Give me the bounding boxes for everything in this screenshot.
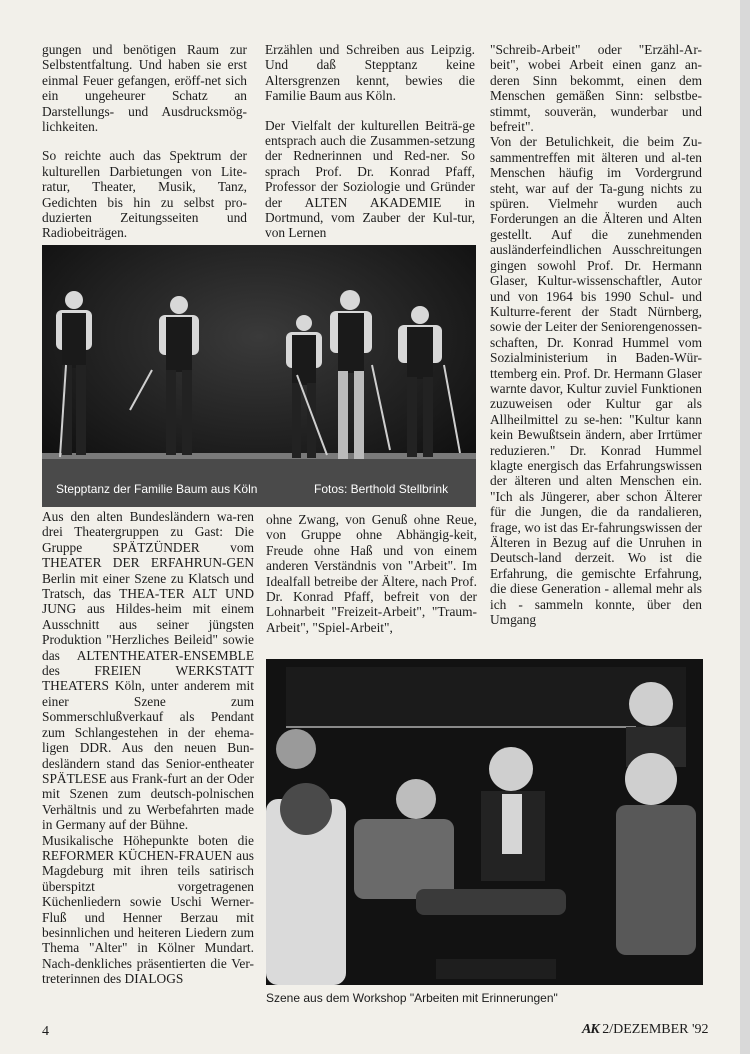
photo-workshop — [266, 659, 703, 985]
column-1-top — [42, 42, 247, 241]
photo-caption: Stepptanz der Familie Baum aus Köln — [56, 482, 258, 496]
page-edge — [740, 0, 750, 1054]
paragraph: ohne Zwang, von Genuß ohne Reue, von Gruppe ohne Abhängig-keit, Freude ohne Haß und von einem anderen Verständnis von "Arbeit". Im Idealfall betreibe der Ältere, nach Prof. Dr. Konrad Pfaff, befreit von der Lohnarbeit "Freizeit-Arbeit", "Traum-Arbeit", "Spiel-Arbeit", — [266, 512, 477, 635]
paragraph: So reichte auch das Spektrum der kulturellen Darbietungen von Lite-ratur, Theater, Musik, Tanz, Gedichten bis hin zu selbst pro-duzierten Zeitungsseiten und Radiobeiträgen. — [42, 148, 247, 241]
column-2-top — [265, 42, 475, 242]
paragraph: "Schreib-Arbeit" oder "Erzähl-Ar-beit", wobei Arbeit einen ganz an-deren Sinn bekommt, einen dem Menschen gemäßen Sinn: selbstbe-stimmt, souverän, wunderbar und befreit". Von der Betulichkeit, die beim Zu-sammentreffen mit älteren und al-ten Menschen häufig im Vordergrund steht, war auf der Ta-gung nichts zu spüren. Vielmehr wurden auch Forderungen an die Älteren und Alten gestellt. Auf die zunehmenden ausländerfeindlichen Ausschreitungen gingen sowohl Prof. Dr. Hermann Glaser, Kultur-wissenschaftler, Autor und von 1964 bis 1990 Schul- und Kulturre-ferent der Stadt Nürnberg, sowie der Leiter der Seniorengenossen-schaften, Dr. Konrad Hummel vom Sozialministerium in Baden-Wür-ttemberg ein. Prof. Dr. Hermann Glaser warnte davor, Kultur zuviel Funktionen zuzuweisen oder Kultur gar als Allheilmittel zu se-hen: "Kultur kann kein Bewußtsein ändern, aber Irrtümer reduzieren." Dr. Konrad Hummel klagte energisch das Erfahrungswissen der älteren und alten Menschen ein. "Ich als Jüngerer, aber schon Älterer für die Jungen, die da randalieren, frage, wo ist das Er-fahrungswissen der Älteren in Bezug auf die Unruhen in Deutsch-land derzeit. Wo ist die Erfahrung, die gemischte Erfahrung, die diese Generation - allemal mehr als ich - sammeln konnte, über den Umgang — [490, 42, 702, 628]
paragraph: Der Vielfalt der kulturellen Beiträ-ge entsprach auch die Zusammen-setzung der Rednerinnen und Red-ner. So sprach Prof. Dr. Konrad Pfaff, Professor der Soziologie und Gründer der ALTEN AKADEMIE in Dortmund, vom Zauber der Kul-tur, von Lernen — [265, 117, 475, 241]
workshop-illustration — [266, 659, 703, 985]
paragraph: Aus den alten Bundesländern wa-ren drei Theatergruppen zu Gast: Die Gruppe SPÄTZÜNDER vom THEATER DER ERFAHRUN-GEN Berlin mit einer Szene zu Klatsch und Tratsch, das THEA-TER ALT UND JUNG aus Hildes-heim mit einem Ausschnitt aus seiner jüngsten Produktion "Herzliches Beileid" sowie das ALTENTHEATER-ENSEMBLE des FREIEN WERKSTATT THEATERS Köln, unter anderem mit einer Szene zum Sommerschlußverkauf als Pendant zum Schlangestehen in der ehema-ligen DDR. Aus den neuen Bun-desländern stand das Senior-entheater SPÄTLESE aus Frank-furt an der Oder mit Szenen zum deutsch-polnischen Verhältnis und zu Werbefahrten made in Germany auf der Bühne. Musikalische Höhepunkte boten die REFORMER KÜCHEN-FRAUEN aus Magdeburg mit ihren teils satirisch überspitzt vorgetragenen Küchenliedern sowie Uschi Werner-Fluß und Henner Berzau mit besinnlichen und heiteren Liedern zum Thema "Alter" in Kölner Mundart. Nach-denkliches präsentierten die Ver-treterinnen des DIALOGS — [42, 509, 254, 987]
column-3 — [490, 42, 702, 652]
stage-illustration — [42, 245, 476, 507]
photo-stepptanz — [42, 245, 476, 507]
page-number: 4 — [42, 1024, 49, 1039]
photo-caption: Szene aus dem Workshop "Arbeiten mit Erinnerungen" — [266, 991, 558, 1005]
issue-date: 2/DEZEMBER '92 — [602, 1022, 709, 1037]
column-1-bottom — [42, 509, 254, 1009]
paragraph: gungen und benötigen Raum zur Selbstentfaltung. Und haben sie erst einmal Feuer gefangen, eröff-net sich ein ungeheurer Schatz an Darstellungs- und Ausdrucksmög-lichkeiten. — [42, 42, 247, 135]
magazine-logo: AK — [582, 1022, 599, 1037]
issue-line — [582, 1022, 709, 1038]
paragraph: Erzählen und Schreiben aus Leipzig. Und daß Stepptanz keine Altersgrenzen kennt, bewies die Familie Baum aus Köln. — [265, 42, 475, 104]
column-2-middle — [266, 512, 477, 652]
photo-credit: Fotos: Berthold Stellbrink — [314, 482, 449, 496]
